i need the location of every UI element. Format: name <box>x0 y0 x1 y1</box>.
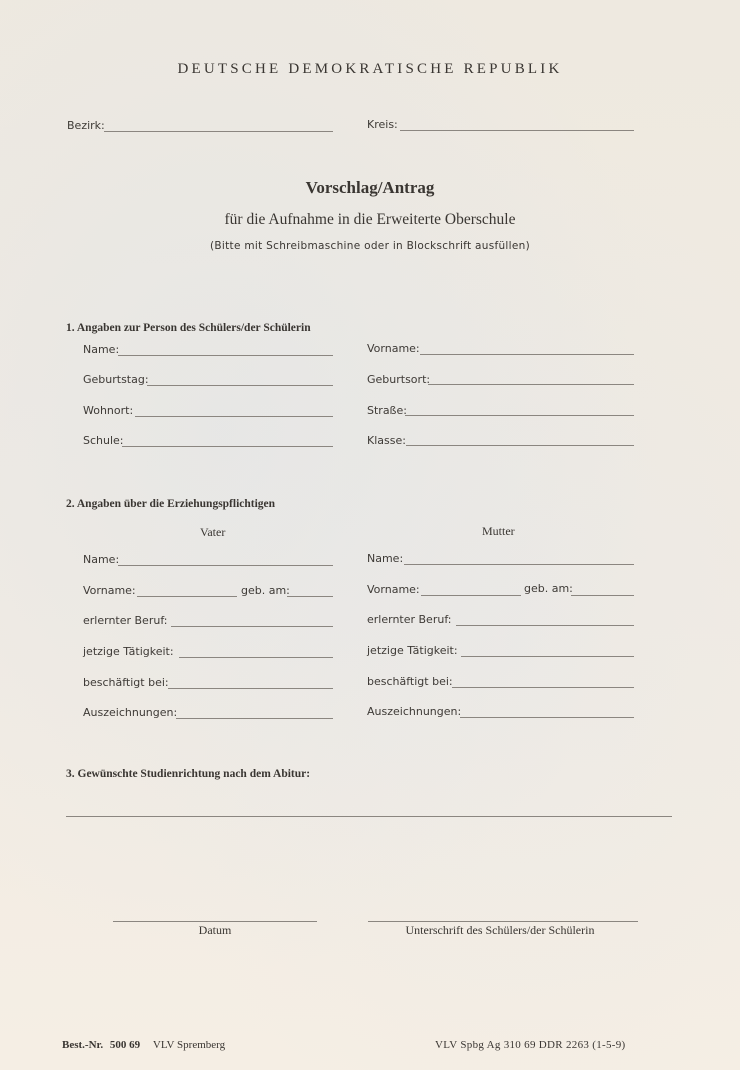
mutter-heading: Mutter <box>482 524 515 538</box>
fill-instruction: (Bitte mit Schreibmaschine oder in Blockschrift ausfüllen) <box>210 240 530 252</box>
bezirk-label: Bezirk: <box>67 119 105 132</box>
geburtstag-field[interactable] <box>147 385 333 386</box>
mutter-vorname-label: Vorname: <box>367 583 420 596</box>
studienrichtung-field[interactable] <box>66 816 672 817</box>
vater-taetigkeit-field[interactable] <box>179 657 333 658</box>
vater-beschaeftigt-label: beschäftigt bei: <box>83 676 169 689</box>
student-name-field[interactable] <box>118 355 333 356</box>
mutter-geb-field[interactable] <box>571 595 634 596</box>
vater-beruf-label: erlernter Beruf: <box>83 614 168 627</box>
order-label: Best.-Nr. <box>62 1039 104 1051</box>
geburtsort-label: Geburtsort: <box>367 373 431 386</box>
kreis-field[interactable] <box>400 130 634 131</box>
mutter-auszeichnungen-label: Auszeichnungen: <box>367 705 462 718</box>
schule-label: Schule: <box>83 434 124 447</box>
bezirk-field[interactable] <box>104 131 333 132</box>
section-3-heading: 3. Gewünschte Studienrichtung nach dem Abitur: <box>66 768 311 780</box>
mutter-beruf-field[interactable] <box>456 625 634 626</box>
section-2-heading: 2. Angaben über die Erziehungspflichtigen <box>66 498 276 510</box>
strasse-label: Straße: <box>367 404 407 417</box>
order-number: 500 69 <box>109 1039 141 1051</box>
student-vorname-label: Vorname: <box>367 342 420 355</box>
vater-geb-label: geb. am: <box>241 584 290 597</box>
vater-heading: Vater <box>200 525 226 539</box>
signature-line[interactable] <box>368 921 638 922</box>
publisher: VLV Spremberg <box>152 1039 226 1051</box>
wohnort-label: Wohnort: <box>83 404 134 417</box>
mutter-beruf-label: erlernter Beruf: <box>367 613 452 626</box>
signature-label: Unterschrift des Schülers/der Schülerin <box>405 923 595 937</box>
mutter-geb-label: geb. am: <box>524 582 573 595</box>
schule-field[interactable] <box>122 446 333 447</box>
mutter-taetigkeit-field[interactable] <box>461 656 634 657</box>
order-info <box>62 1039 225 1051</box>
vater-beruf-field[interactable] <box>171 626 333 627</box>
mutter-auszeichnungen-field[interactable] <box>460 717 634 718</box>
student-name-label: Name: <box>83 343 120 356</box>
mutter-vorname-field[interactable] <box>421 595 521 596</box>
vater-name-field[interactable] <box>118 565 333 566</box>
vater-auszeichnungen-field[interactable] <box>176 718 333 719</box>
vater-auszeichnungen-label: Auszeichnungen: <box>83 706 178 719</box>
vater-name-label: Name: <box>83 553 120 566</box>
vater-beschaeftigt-field[interactable] <box>168 688 333 689</box>
mutter-name-field[interactable] <box>404 564 634 565</box>
klasse-label: Klasse: <box>367 434 406 447</box>
form-subtitle: für die Aufnahme in die Erweiterte Oberschule <box>224 211 516 228</box>
strasse-field[interactable] <box>405 415 634 416</box>
form-title: Vorschlag/Antrag <box>305 178 435 197</box>
vater-vorname-label: Vorname: <box>83 584 136 597</box>
vater-taetigkeit-label: jetzige Tätigkeit: <box>83 645 174 658</box>
klasse-field[interactable] <box>406 445 634 446</box>
section-1-heading: 1. Angaben zur Person des Schülers/der Schülerin <box>66 322 311 334</box>
vater-geb-field[interactable] <box>287 596 333 597</box>
wohnort-field[interactable] <box>135 416 333 417</box>
geburtsort-field[interactable] <box>428 384 634 385</box>
mutter-taetigkeit-label: jetzige Tätigkeit: <box>367 644 458 657</box>
student-vorname-field[interactable] <box>420 354 634 355</box>
kreis-label: Kreis: <box>367 118 398 131</box>
print-code: VLV Spbg Ag 310 69 DDR 2263 (1-5-9) <box>435 1039 626 1051</box>
date-label: Datum <box>198 923 232 937</box>
geburtstag-label: Geburtstag: <box>83 373 149 386</box>
mutter-name-label: Name: <box>367 552 404 565</box>
mutter-beschaeftigt-label: beschäftigt bei: <box>367 675 453 688</box>
date-line[interactable] <box>113 921 317 922</box>
mutter-beschaeftigt-field[interactable] <box>452 687 634 688</box>
country-header: DEUTSCHE DEMOKRATISCHE REPUBLIK <box>177 61 563 77</box>
vater-vorname-field[interactable] <box>137 596 237 597</box>
